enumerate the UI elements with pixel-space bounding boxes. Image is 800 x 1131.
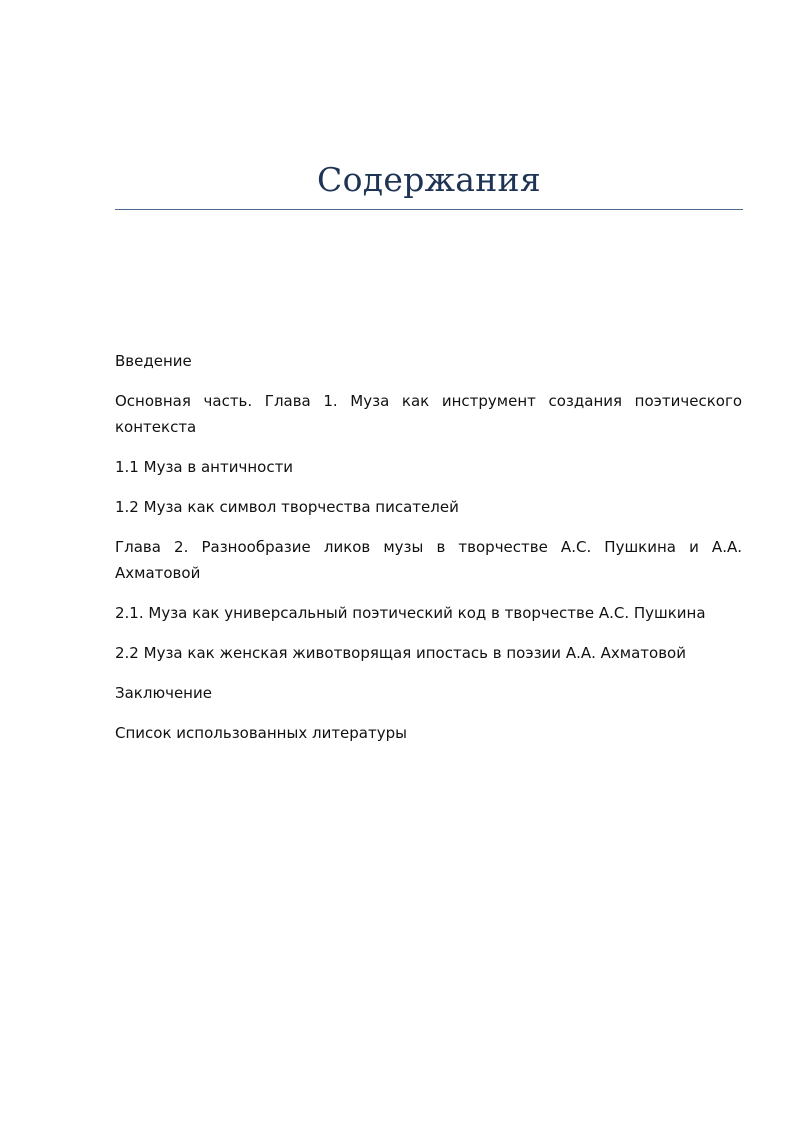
toc-item-references: Список использованных литературы xyxy=(115,724,407,742)
toc-item-section-2-2: 2.2 Муза как женская животворящая ипостась в поэзии А.А. Ахматовой xyxy=(115,644,686,662)
toc-item-section-1-1: 1.1 Муза в античности xyxy=(115,458,294,476)
page-title: Содержания xyxy=(317,160,541,199)
title-block xyxy=(115,158,743,210)
toc-item-main-part-chapter-1: Основная часть. Глава 1. Муза как инструмент создания поэтического контекста xyxy=(115,392,742,436)
toc-item-section-1-2: 1.2 Муза как символ творчества писателей xyxy=(115,498,459,516)
table-of-contents xyxy=(115,348,742,760)
toc-item-chapter-2: Глава 2. Разнообразие ликов музы в творчестве А.С. Пушкина и А.А. Ахматовой xyxy=(115,538,742,582)
toc-item-conclusion: Заключение xyxy=(115,684,212,702)
toc-item-introduction: Введение xyxy=(115,352,192,370)
toc-item-section-2-1: 2.1. Муза как универсальный поэтический код в творчестве А.С. Пушкина xyxy=(115,604,706,622)
